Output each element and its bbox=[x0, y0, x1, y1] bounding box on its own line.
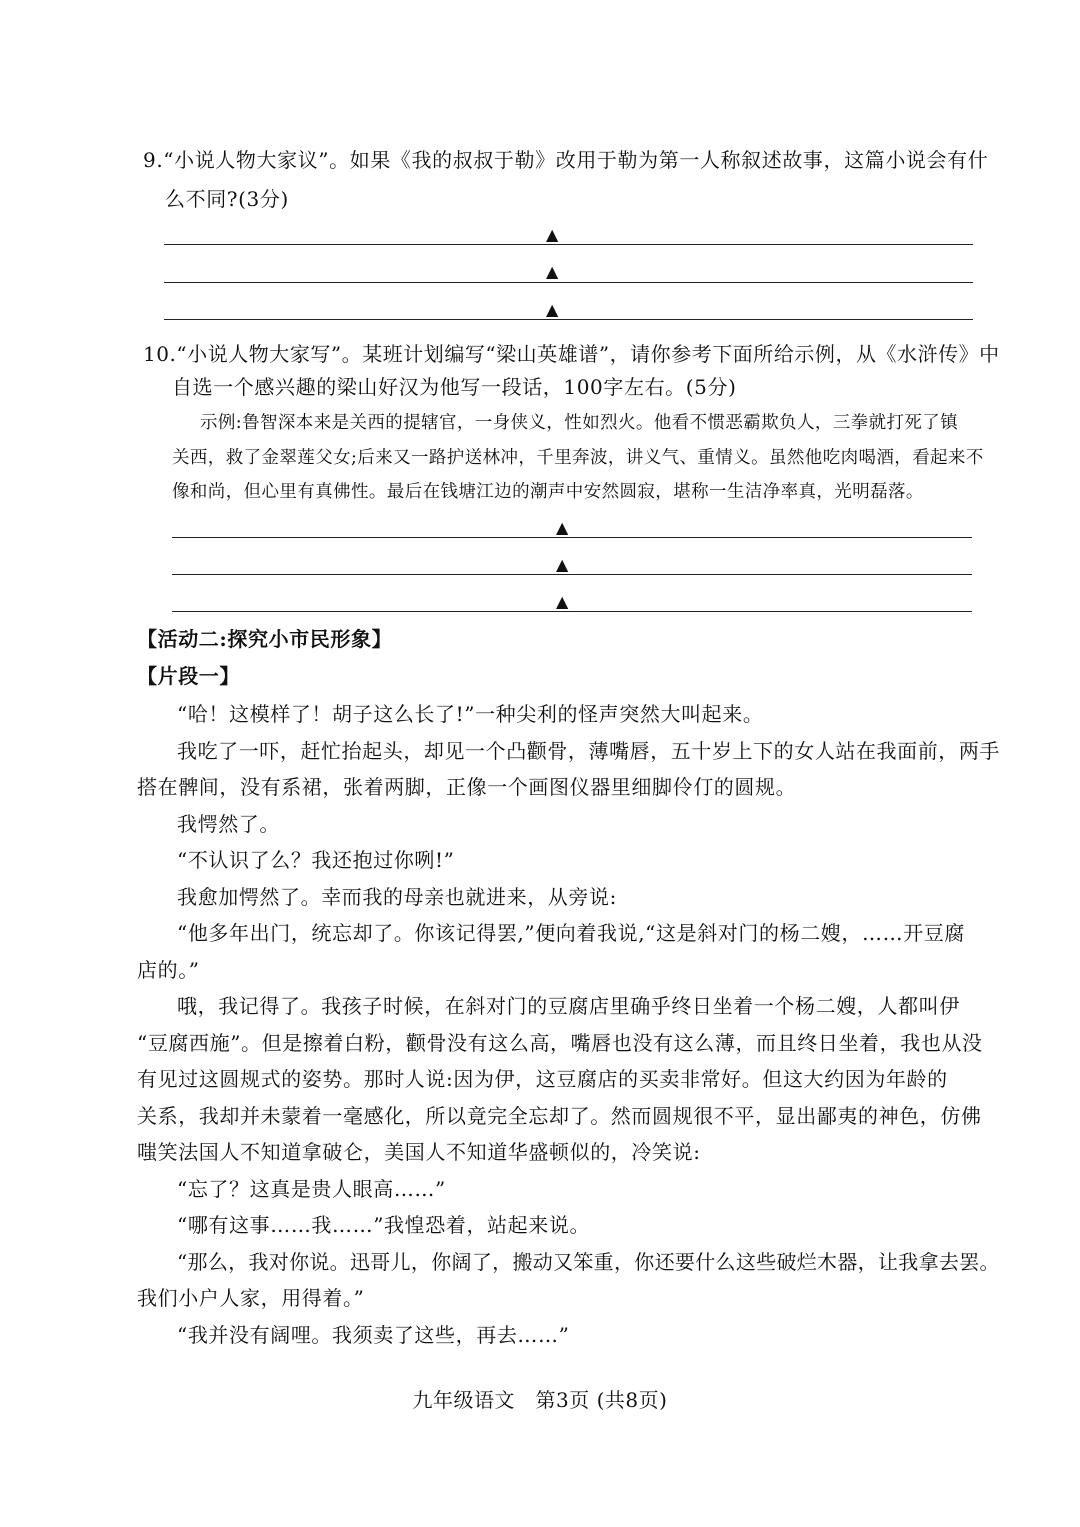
q10-example-line3: 像和尚，但心里有真佛性。最后在钱塘江边的潮声中安然圆寂，堪称一生洁净率真，光明磊落。 bbox=[172, 482, 924, 502]
q10-answer-marker-1: ▲ bbox=[556, 518, 569, 537]
passage-line: “哪有这事……我……”我惶恐着，站起来说。 bbox=[177, 1213, 591, 1237]
passage-line: “忘了？这真是贵人眼高……” bbox=[177, 1177, 446, 1201]
q9-answer-marker-1: ▲ bbox=[546, 225, 559, 244]
q10-answer-line-3[interactable] bbox=[172, 611, 972, 612]
q9-answer-marker-2: ▲ bbox=[546, 262, 559, 281]
passage-line: “豆腐西施”。但是擦着白粉，颧骨没有这么高，嘴唇也没有这么薄，而且终日坐着，我也从没 bbox=[137, 1031, 983, 1055]
passage-line: “我并没有阔哩。我须卖了这些，再去……” bbox=[177, 1323, 570, 1347]
q9-line2: 么不同?(3分) bbox=[165, 187, 289, 211]
q10-line1: 10.“小说人物大家写”。某班计划编写“梁山英雄谱”，请你参考下面所给示例，从《水浒传》中 bbox=[143, 342, 1000, 366]
passage-line: 我们小户人家，用得着。” bbox=[137, 1286, 365, 1310]
q10-example-line1: 示例:鲁智深本来是关西的提辖官，一身侠义，性如烈火。他看不惯恶霸欺负人，三拳就打死了镇 bbox=[200, 413, 959, 433]
q9-answer-marker-3: ▲ bbox=[546, 300, 559, 319]
passage-line: 我愕然了。 bbox=[177, 812, 280, 836]
passage-line: 店的。” bbox=[137, 958, 200, 982]
fragment-one-heading: 【片段一】 bbox=[137, 664, 240, 688]
q10-answer-marker-2: ▲ bbox=[556, 555, 569, 574]
passage-line: 我愈加愕然了。幸而我的母亲也就进来，从旁说: bbox=[177, 885, 617, 909]
q10-answer-line-1[interactable] bbox=[172, 537, 972, 538]
passage-line: 有见过这圆规式的姿势。那时人说:因为伊，这豆腐店的买卖非常好。但这大约因为年龄的 bbox=[137, 1067, 948, 1091]
q10-example-line2: 关西，救了金翠莲父女;后来又一路护送林冲，千里奔波，讲义气、重情义。虽然他吃肉喝酒，看起来不 bbox=[172, 448, 984, 468]
q10-line2: 自选一个感兴趣的梁山好汉为他写一段话，100字左右。(5分) bbox=[172, 375, 737, 399]
q9-answer-line-2[interactable] bbox=[164, 282, 973, 283]
passage-line: “哈！这模样了！胡子这么长了!”一种尖利的怪声突然大叫起来。 bbox=[177, 702, 764, 726]
passage-line: 关系，我却并未蒙着一毫感化，所以竟完全忘却了。然而圆规很不平，显出鄙夷的神色，仿佛 bbox=[137, 1104, 982, 1128]
passage-line: “那么，我对你说。迅哥儿，你阔了，搬动又笨重，你还要什么这些破烂木器，让我拿去罢。 bbox=[177, 1250, 1000, 1274]
passage-line: 我吃了一吓，赶忙抬起头，却见一个凸颧骨，薄嘴唇，五十岁上下的女人站在我面前，两手 bbox=[177, 739, 1000, 763]
passage-line: 嗤笑法国人不知道拿破仑，美国人不知道华盛顿似的，冷笑说: bbox=[137, 1140, 701, 1164]
page-footer: 九年级语文 第3页 (共8页) bbox=[412, 1388, 668, 1412]
q9-line1: 9.“小说人物大家议”。如果《我的叔叔于勒》改用于勒为第一人称叙述故事，这篇小说会有什 bbox=[143, 148, 989, 172]
q10-answer-line-2[interactable] bbox=[172, 574, 972, 575]
passage-line: “不认识了么？我还抱过你咧!” bbox=[177, 848, 455, 872]
passage-line: 搭在髀间，没有系裙，张着两脚，正像一个画图仪器里细脚伶仃的圆规。 bbox=[137, 775, 797, 799]
q10-answer-marker-3: ▲ bbox=[556, 592, 569, 611]
passage-line: 哦，我记得了。我孩子时候，在斜对门的豆腐店里确乎终日坐着一个杨二嫂，人都叫伊 bbox=[177, 994, 960, 1018]
passage-line: “他多年出门，统忘却了。你该记得罢,”便向着我说,“这是斜对门的杨二嫂，……开豆腐 bbox=[177, 921, 965, 945]
q9-answer-line-3[interactable] bbox=[164, 319, 973, 320]
q9-answer-line-1[interactable] bbox=[164, 244, 973, 245]
activity2-heading: 【活动二:探究小市民形象】 bbox=[137, 627, 393, 651]
